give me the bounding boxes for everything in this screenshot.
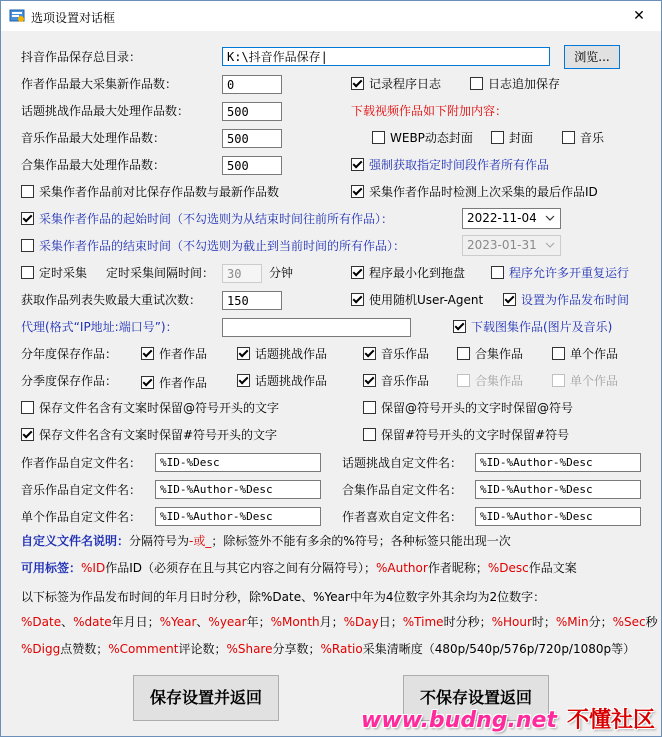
retry-input[interactable]: 150 xyxy=(222,291,282,310)
checkbox-checked-icon xyxy=(237,374,250,387)
webp-cover-checkbox[interactable] xyxy=(372,130,473,146)
timer-interval-input[interactable]: 30 xyxy=(222,264,262,283)
author-max-label: 作者作品最大采集新作品数： xyxy=(21,77,178,91)
keep-at-label: 保存文件名含有文案时保留@符号开头的文字 xyxy=(39,401,280,415)
line4-segment: 年； xyxy=(246,615,271,629)
force-time-label: 强制获取指定时间段作者所有作品 xyxy=(369,158,550,172)
yearly-label: 分年度保存作品： xyxy=(21,347,118,361)
keep-at-symbol-label: 保留@符号开头的文字时保留@符号 xyxy=(381,401,574,415)
collection-name-input[interactable]: %ID-%Author-%Desc xyxy=(475,480,641,499)
minimize-tray-label: 程序最小化到拖盘 xyxy=(369,266,466,280)
compare-before-label: 采集作者作品前对比保存作品数与最新作品数 xyxy=(39,185,280,199)
yearly-single-label: 单个作品 xyxy=(570,347,619,361)
author-name-input[interactable]: %ID-%Desc xyxy=(155,453,321,472)
checkbox-checked-icon xyxy=(351,77,364,90)
end-time-label: 采集作者作品的结束时间（不勾选则为截止到当前时间的所有作品）： xyxy=(39,239,406,253)
checkbox-icon xyxy=(363,428,376,441)
collection-max-input[interactable]: 500 xyxy=(222,156,282,175)
save-dir-label: 抖音作品保存总目录： xyxy=(21,50,142,64)
line4-segment: 秒 xyxy=(645,615,658,629)
quarterly-topic-checkbox[interactable] xyxy=(237,373,327,389)
single-name-input[interactable]: %ID-%Author-%Desc xyxy=(155,507,321,526)
help-title: 自定义文件名说明： xyxy=(21,534,130,548)
checkbox-checked-icon xyxy=(351,266,364,279)
checkbox-icon xyxy=(491,266,504,279)
start-time-checkbox[interactable] xyxy=(21,211,393,227)
timer-checkbox[interactable] xyxy=(21,265,87,281)
yearly-author-checkbox[interactable] xyxy=(141,346,207,362)
save-return-button[interactable]: 保存设置并返回 xyxy=(133,675,279,721)
download-extra-label: 下载视频作品如下附加内容： xyxy=(351,104,508,118)
help-tag-author-desc: 作者昵称； xyxy=(427,561,488,575)
quarterly-music-label: 音乐作品 xyxy=(381,374,430,388)
line4-segment: 时分秒； xyxy=(443,615,492,629)
help-tag-id: %ID xyxy=(81,561,106,575)
music-max-input[interactable]: 500 xyxy=(222,129,282,148)
like-name-label: 作者喜欢自定文件名： xyxy=(342,510,463,524)
music-extra-checkbox[interactable] xyxy=(562,130,604,146)
line4-segment: %Hour xyxy=(491,615,532,629)
start-time-label: 采集作者作品的起始时间（不勾选则为从结束时间往前所有作品）： xyxy=(39,212,394,226)
append-log-label: 日志追加保存 xyxy=(488,77,561,91)
proxy-label: 代理(格式“IP地址:端口号”)： xyxy=(21,320,178,334)
quarterly-author-checkbox[interactable] xyxy=(141,375,207,391)
compare-before-checkbox[interactable] xyxy=(21,184,279,200)
checkbox-icon xyxy=(372,131,385,144)
checkbox-checked-icon xyxy=(503,293,516,306)
quarterly-author-label: 作者作品 xyxy=(159,376,208,390)
line4-segment: %Sec xyxy=(612,615,646,629)
checkbox-checked-icon xyxy=(21,212,34,225)
yearly-single-checkbox[interactable] xyxy=(552,346,618,362)
line5-segment: 评论数； xyxy=(178,642,227,656)
checkbox-checked-icon xyxy=(141,376,154,389)
help-sep-value: -或_ xyxy=(189,534,212,548)
watermark xyxy=(361,703,655,734)
checkbox-icon xyxy=(562,131,575,144)
yearly-music-checkbox[interactable] xyxy=(363,346,429,362)
checkbox-checked-icon xyxy=(453,320,466,333)
quarterly-music-checkbox[interactable] xyxy=(363,373,429,389)
line4-segment: %Day xyxy=(343,615,379,629)
download-images-label: 下载图集作品(图片及音乐) xyxy=(471,320,613,334)
download-images-checkbox[interactable] xyxy=(453,319,612,335)
quarterly-label: 分季度保存作品： xyxy=(21,374,118,388)
yearly-collection-label: 合集作品 xyxy=(475,347,524,361)
check-last-label: 采集作者作品时检测上次采集的最后作品ID xyxy=(369,185,598,199)
watermark-site: www.budng.net xyxy=(361,708,557,733)
checkbox-icon xyxy=(470,77,483,90)
quarterly-single-label: 单个作品 xyxy=(570,374,619,388)
record-log-checkbox[interactable] xyxy=(351,76,441,92)
topic-max-label: 话题挑战作品最大处理作品数： xyxy=(21,104,190,118)
checkbox-icon xyxy=(21,185,34,198)
cover-label: 封面 xyxy=(509,131,534,145)
start-date-value: 2022-11-04 xyxy=(467,211,537,225)
check-last-checkbox[interactable] xyxy=(351,184,598,200)
yearly-topic-checkbox[interactable] xyxy=(237,346,327,362)
chevron-down-icon xyxy=(544,239,556,251)
checkbox-icon xyxy=(21,266,34,279)
collection-name-label: 合集作品自定文件名： xyxy=(342,483,463,497)
browse-button[interactable]: 浏览... xyxy=(564,45,620,69)
line5-segment: %Ratio xyxy=(320,642,363,656)
help-line-5 xyxy=(21,641,635,657)
checkbox-checked-icon xyxy=(363,347,376,360)
retry-label: 获取作品列表失败最大重试次数： xyxy=(21,293,202,307)
keep-hash-checkbox[interactable] xyxy=(21,427,277,443)
chevron-down-icon xyxy=(544,212,556,224)
checkbox-icon xyxy=(21,401,34,414)
author-name-label: 作者作品自定文件名： xyxy=(21,456,142,470)
checkbox-icon xyxy=(552,347,565,360)
quarterly-collection-label: 合集作品 xyxy=(475,374,524,388)
help-line-4 xyxy=(21,614,658,630)
timer-unit: 分钟 xyxy=(269,266,294,280)
random-ua-checkbox[interactable] xyxy=(351,292,483,308)
checkbox-checked-icon xyxy=(21,428,34,441)
window-title: 选项设置对话框 xyxy=(31,11,116,25)
line4-segment: 、 xyxy=(196,615,209,629)
line4-segment: %Date xyxy=(21,615,62,629)
end-date-value: 2023-01-31 xyxy=(467,238,537,252)
checkbox-icon xyxy=(21,239,34,252)
nosave-return-button[interactable]: 不保存设置返回 xyxy=(403,675,549,721)
line5-segment: 分享数； xyxy=(272,642,321,656)
force-time-checkbox[interactable] xyxy=(351,157,549,173)
line5-segment: %Digg xyxy=(21,642,61,656)
checkbox-checked-icon xyxy=(351,185,364,198)
author-max-input[interactable]: 0 xyxy=(222,75,282,94)
quarterly-collection-checkbox[interactable] xyxy=(457,373,523,389)
line5-segment: 采集清晰度（480p/540p/576p/720p/1080p等） xyxy=(362,642,636,656)
checkbox-icon xyxy=(457,347,470,360)
multi-instance-label: 程序允许多开重复运行 xyxy=(509,266,630,280)
checkbox-checked-icon xyxy=(141,347,154,360)
app-icon xyxy=(9,8,25,24)
close-icon[interactable]: ✕ xyxy=(633,8,645,24)
record-log-label: 记录程序日志 xyxy=(369,77,442,91)
save-dir-input[interactable]: K:\抖音作品保存| xyxy=(222,47,550,66)
line4-segment: %Min xyxy=(555,615,589,629)
music-name-label: 音乐作品自定文件名： xyxy=(21,483,142,497)
line5-segment: 点赞数； xyxy=(60,642,109,656)
start-date-picker[interactable] xyxy=(462,208,561,229)
multi-instance-checkbox[interactable] xyxy=(491,265,629,281)
music-name-input[interactable]: %ID-%Author-%Desc xyxy=(155,480,321,499)
checkbox-checked-icon xyxy=(363,374,376,387)
minimize-tray-checkbox[interactable] xyxy=(351,265,465,281)
checkbox-icon xyxy=(552,374,565,387)
checkbox-icon xyxy=(491,131,504,144)
topic-name-input[interactable]: %ID-%Author-%Desc xyxy=(475,453,641,472)
quarterly-topic-label: 话题挑战作品 xyxy=(255,374,328,388)
end-date-picker[interactable] xyxy=(462,235,561,256)
keep-at-checkbox[interactable] xyxy=(21,400,279,416)
help-tags-title: 可用标签： xyxy=(21,561,82,575)
help-tag-id-desc: 作品ID（必须存在且与其它内容之间有分隔符号）； xyxy=(105,561,376,575)
line4-segment: 、 xyxy=(61,615,74,629)
watermark-name: 不懂社区 xyxy=(566,708,655,733)
checkbox-checked-icon xyxy=(237,347,250,360)
line4-segment: %Year xyxy=(159,615,197,629)
keep-hash-symbol-label: 保留#符号开头的文字时保留#符号 xyxy=(381,428,570,442)
music-extra-label: 音乐 xyxy=(580,131,605,145)
music-max-label: 音乐作品最大处理作品数： xyxy=(21,131,166,145)
title-bar xyxy=(1,1,661,31)
yearly-topic-label: 话题挑战作品 xyxy=(255,347,328,361)
line4-segment: 分； xyxy=(588,615,613,629)
random-ua-label: 使用随机User-Agent xyxy=(369,293,484,307)
single-name-label: 单个作品自定文件名： xyxy=(21,510,142,524)
line5-segment: %Share xyxy=(226,642,273,656)
append-log-checkbox[interactable] xyxy=(470,76,560,92)
checkbox-checked-icon xyxy=(351,158,364,171)
help-tag-desc: %Desc xyxy=(487,561,529,575)
proxy-input[interactable] xyxy=(222,318,411,337)
line4-segment: 时； xyxy=(531,615,556,629)
help-sep-text: 分隔符号为 xyxy=(129,534,190,548)
yearly-author-label: 作者作品 xyxy=(159,347,208,361)
topic-name-label: 话题挑战自定文件名： xyxy=(342,456,463,470)
timer-label: 定时采集 xyxy=(39,266,88,280)
keep-hash-symbol-checkbox[interactable] xyxy=(363,427,569,443)
help-tag-author: %Author xyxy=(376,561,428,575)
checkbox-icon xyxy=(363,401,376,414)
help-time-note: 以下标签为作品发布时间的年月日时分秒，除%Date、%Year中年为4位数字外其余均为2位数字： xyxy=(21,590,546,604)
help-sep-rest: ；除标签外不能有多余的%符号；各种标签只能出现一次 xyxy=(211,534,511,548)
help-tag-desc-desc: 作品文案 xyxy=(528,561,577,575)
cover-checkbox[interactable] xyxy=(491,130,533,146)
like-name-input[interactable]: %ID-%Author-%Desc xyxy=(475,507,641,526)
webp-cover-label: WEBP动态封面 xyxy=(390,131,473,145)
line4-segment: %date xyxy=(73,615,112,629)
line4-segment: 年月日； xyxy=(111,615,160,629)
line4-segment: %Time xyxy=(402,615,444,629)
line4-segment: 月； xyxy=(319,615,344,629)
yearly-collection-checkbox[interactable] xyxy=(457,346,523,362)
line4-segment: %Month xyxy=(270,615,320,629)
collection-max-label: 合集作品最大处理作品数： xyxy=(21,158,166,172)
help-line-2 xyxy=(21,560,577,576)
yearly-music-label: 音乐作品 xyxy=(381,347,430,361)
topic-max-input[interactable]: 500 xyxy=(222,102,282,121)
publish-time-checkbox[interactable] xyxy=(503,292,629,308)
help-line-1 xyxy=(21,533,511,549)
publish-time-label: 设置为作品发布时间 xyxy=(521,293,630,307)
quarterly-single-checkbox[interactable] xyxy=(552,373,618,389)
keep-hash-label: 保存文件名含有文案时保留#符号开头的文字 xyxy=(39,428,278,442)
line5-segment: %Comment xyxy=(108,642,179,656)
keep-at-symbol-checkbox[interactable] xyxy=(363,400,573,416)
checkbox-icon xyxy=(457,374,470,387)
timer-interval-label: 定时采集间隔时间： xyxy=(106,266,215,280)
line4-segment: %year xyxy=(208,615,247,629)
line4-segment: 日； xyxy=(378,615,403,629)
end-time-checkbox[interactable] xyxy=(21,238,405,254)
checkbox-checked-icon xyxy=(351,293,364,306)
